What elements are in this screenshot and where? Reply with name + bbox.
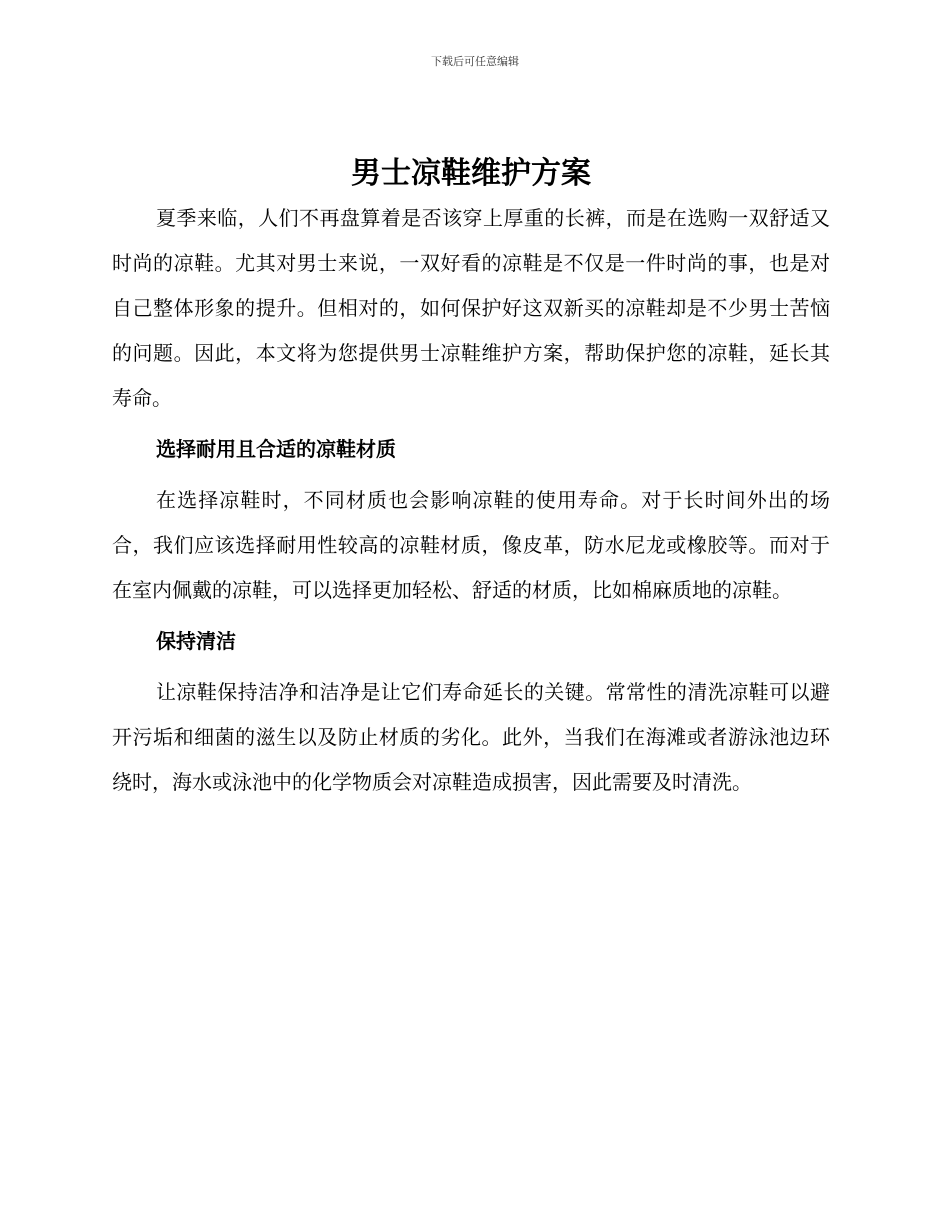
intro-paragraph: 夏季来临，人们不再盘算着是否该穿上厚重的长裤，而是在选购一双舒适又时尚的凉鞋。尤其对男士来说，一双好看的凉鞋是不仅是一件时尚的事，也是对自己整体形象的提升。但相对的，如何保护好这双新买的凉鞋却是不少男士苦恼的问题。因此，本文将为您提供男士凉鞋维护方案，帮助保护您的凉鞋，延长其寿命。: [112, 206, 830, 410]
section-body-cleaning: 让凉鞋保持洁净和洁净是让它们寿命延长的关键。常常性的清洗凉鞋可以避开污垢和细菌的滋生以及防止材质的劣化。此外，当我们在海滩或者游泳池边环绕时，海水或泳池中的化学物质会对凉鞋造成损害，因此需要及时清洗。: [112, 680, 830, 794]
document-content: [112, 152, 830, 805]
section-heading-material: 选择耐用且合适的凉鞋材质: [156, 437, 396, 461]
document-title: 男士凉鞋维护方案: [351, 156, 591, 191]
section-heading-cleaning: 保持清洁: [156, 629, 236, 653]
header-note: 下载后可任意编辑: [431, 55, 519, 68]
section-body-material: 在选择凉鞋时，不同材质也会影响凉鞋的使用寿命。对于长时间外出的场合，我们应该选择耐用性较高的凉鞋材质，像皮革，防水尼龙或橡胶等。而对于在室内佩戴的凉鞋，可以选择更加轻松、舒适的材质，比如棉麻质地的凉鞋。: [112, 488, 830, 602]
